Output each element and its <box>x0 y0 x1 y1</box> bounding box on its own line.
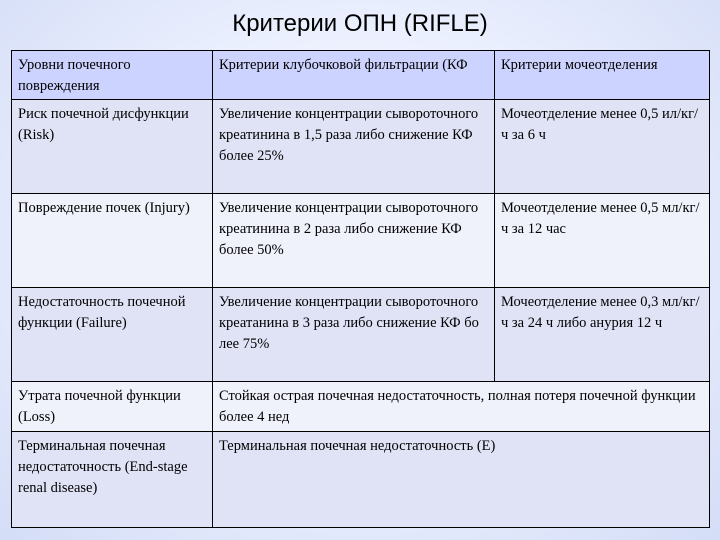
urine-cell: Мочеотделение менее 0,5 ил/кг/ч за 6 ч <box>495 100 710 194</box>
urine-cell: Мочеотделение менее 0,3 мл/кг/ч за 24 ч либо анурия 12 ч <box>495 288 710 382</box>
combined-criteria-cell: Терминальная почечная недостаточность (Е) <box>213 432 710 528</box>
table-row-loss <box>12 382 710 432</box>
table-row-injury <box>12 194 710 288</box>
stage-cell: Недостаточность почечной функции (Failure) <box>12 288 213 382</box>
table-row-risk <box>12 100 710 194</box>
urine-cell: Мочеотделение менее 0,5 мл/кг/ч за 12 час <box>495 194 710 288</box>
gfr-cell: Увеличение концентрации сывороточного креатанина в 3 раза либо снижение КФ бо лее 75% <box>213 288 495 382</box>
gfr-cell: Увеличение концентрации сывороточного креатинина в 1,5 раза либо снижение КФ более 25% <box>213 100 495 194</box>
header-cell-urine: Критерии мочеотделения <box>495 51 710 100</box>
header-cell-gfr: Критерии клубочковой фильтрации (КФ <box>213 51 495 100</box>
rifle-criteria-table <box>11 50 710 528</box>
stage-cell: Риск почечной дисфункции (Risk) <box>12 100 213 194</box>
table-row-esrd <box>12 432 710 528</box>
stage-cell: Повреждение почек (Injury) <box>12 194 213 288</box>
page-title: Критерии ОПН (RIFLE) <box>232 10 488 37</box>
gfr-cell: Увеличение концентрации сывороточного креатинина в 2 раза либо снижение КФ более 50% <box>213 194 495 288</box>
combined-criteria-cell: Стойкая острая почечная недостаточность, полная потеря почечной функции более 4 нед <box>213 382 710 432</box>
stage-cell: Утрата почечной функции (Loss) <box>12 382 213 432</box>
stage-cell: Терминальная почечная недостаточность (End-stage renal disease) <box>12 432 213 528</box>
table-row-failure <box>12 288 710 382</box>
table-header-row <box>12 51 710 100</box>
header-cell-stage: Уровни почечного повреждения <box>12 51 213 100</box>
